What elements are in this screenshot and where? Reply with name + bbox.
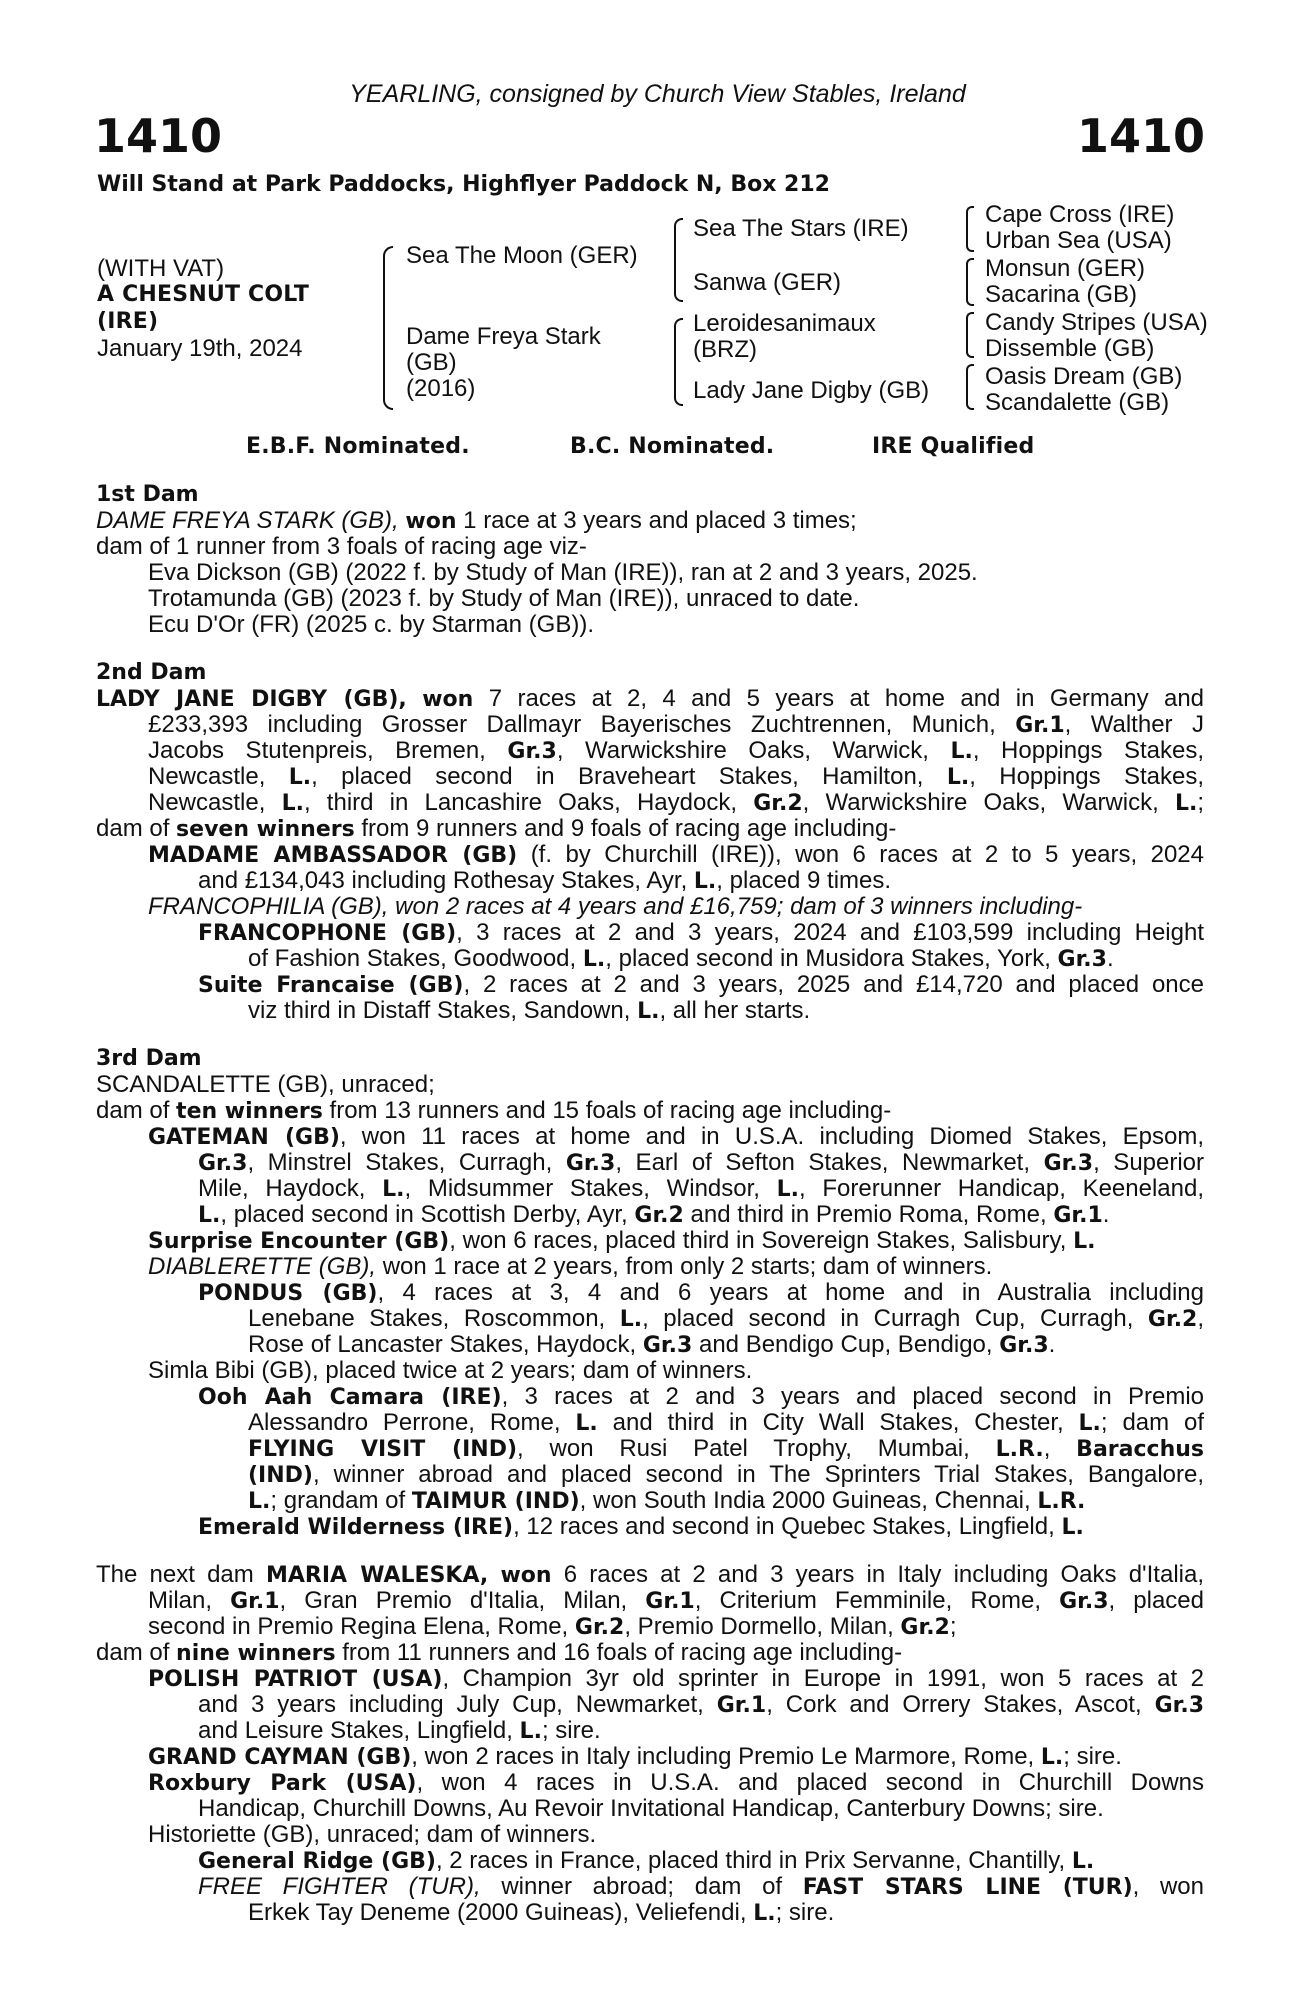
polish-patriot-line-3: and Leisure Stakes, Lingfield, L.; sire.	[198, 1717, 601, 1744]
third-dam-line: SCANDALETTE (GB), unraced;	[96, 1071, 435, 1098]
baracchus-line: (IND), winner abroad and placed second in The Sprinters Trial Stakes, Bangalore,	[248, 1462, 1204, 1488]
bc-nominated: B.C. Nominated.	[570, 434, 775, 459]
second-dam-line-3: Jacobs Stutenpreis, Bremen, Gr.3, Warwickshire Oaks, Warwick, L., Hoppings Stakes,	[148, 738, 1204, 764]
dss: Candy Stripes (USA)	[985, 309, 1208, 336]
sss: Cape Cross (IRE)	[985, 201, 1175, 228]
next-dam-produce-summary: dam of nine winners from 11 runners and 16 foals of racing age including-	[96, 1639, 903, 1666]
dam-name: Dame Freya Stark	[406, 323, 601, 350]
dds: Oasis Dream (GB)	[985, 363, 1183, 390]
pondus-line-2: Lenebane Stakes, Roscommon, L., placed second in Curragh Cup, Curragh, Gr.2,	[248, 1306, 1204, 1332]
surprise-encounter-line: Surprise Encounter (GB), won 6 races, placed third in Sovereign Stakes, Salisbury, L.	[148, 1227, 1096, 1254]
third-dam-heading: 3rd Dam	[96, 1046, 202, 1071]
sds: Monsun (GER)	[985, 255, 1146, 282]
ooh-aah-camara-line-2: Alessandro Perrone, Rome, L. and third in City Wall Stakes, Chester, L.; dam of	[248, 1410, 1204, 1436]
first-dam-produce-3: Ecu D'Or (FR) (2025 c. by Starman (GB)).	[148, 611, 595, 638]
pondus-line-3: Rose of Lancaster Stakes, Haydock, Gr.3 and Bendigo Cup, Bendigo, Gr.3.	[248, 1331, 1056, 1358]
simla-bibi-line: Simla Bibi (GB), placed twice at 2 years; dam of winners.	[148, 1357, 753, 1384]
suite-francaise-line-1: Suite Francaise (GB), 2 races at 2 and 3 years, 2025 and £14,720 and placed once	[198, 972, 1204, 998]
sire-dam: Sanwa (GER)	[693, 269, 842, 296]
foaling-date: January 19th, 2024	[97, 335, 303, 362]
second-dam-line-4: Newcastle, L., placed second in Braveheart Stakes, Hamilton, L., Hoppings Stakes,	[148, 764, 1204, 790]
pedigree-brace-dam	[674, 318, 683, 406]
next-dam-line-1: The next dam MARIA WALESKA, won 6 races at 2 and 3 years in Italy including Oaks d'Italia,	[96, 1562, 1204, 1588]
madame-ambassador-line-1: MADAME AMBASSADOR (GB) (f. by Churchill (IRE)), won 6 races at 2 to 5 years, 2024	[148, 842, 1204, 868]
dsd: Dissemble (GB)	[985, 335, 1155, 362]
francophilia-line: FRANCOPHILIA (GB), won 2 races at 4 years and £16,759; dam of 3 winners including-	[148, 893, 1083, 920]
second-dam-heading: 2nd Dam	[96, 660, 207, 685]
polish-patriot-line-1: POLISH PATRIOT (USA), Champion 3yr old sprinter in Europe in 1991, won 5 races at 2	[148, 1666, 1204, 1692]
pedigree-brace-ss	[966, 206, 974, 252]
flying-visit-line: FLYING VISIT (IND), won Rusi Patel Trophy, Mumbai, L.R., Baracchus	[248, 1436, 1204, 1462]
francophone-line-2: of Fashion Stakes, Goodwood, L., placed second in Musidora Stakes, York, Gr.3.	[248, 945, 1114, 972]
fast-stars-line-line: Erkek Tay Deneme (2000 Guineas), Veliefendi, L.; sire.	[248, 1899, 835, 1926]
dam-sire: Leroidesanimaux	[693, 310, 876, 337]
first-dam-produce-2: Trotamunda (GB) (2023 f. by Study of Man (IRE)), unraced to date.	[148, 585, 860, 612]
ooh-aah-camara-line-1: Ooh Aah Camara (IRE), 3 races at 2 and 3 years and placed second in Premio	[198, 1384, 1204, 1410]
diablerette-line: DIABLERETTE (GB), won 1 race at 2 years, from only 2 starts; dam of winners.	[148, 1253, 993, 1280]
free-fighter-line: FREE FIGHTER (TUR), winner abroad; dam of FAST STARS LINE (TUR), won	[198, 1874, 1204, 1900]
pedigree-brace-sire	[674, 218, 683, 302]
second-dam-line-1: LADY JANE DIGBY (GB), won 7 races at 2, 4 and 5 years at home and in Germany and	[96, 686, 1204, 712]
first-dam-line: DAME FREYA STARK (GB), won 1 race at 3 years and placed 3 times;	[96, 507, 857, 534]
roxbury-park-line-1: Roxbury Park (USA), won 4 races in U.S.A. and placed second in Churchill Downs	[148, 1770, 1204, 1796]
historiette-line: Historiette (GB), unraced; dam of winners.	[148, 1821, 597, 1848]
madame-ambassador-line-2: and £134,043 including Rothesay Stakes, Ayr, L., placed 9 times.	[198, 867, 892, 894]
stand-location: Will Stand at Park Paddocks, Highflyer Paddock N, Box 212	[97, 172, 830, 197]
gateman-line-2: Gr.3, Minstrel Stakes, Curragh, Gr.3, Earl of Sefton Stakes, Newmarket, Gr.3, Superior	[198, 1150, 1204, 1176]
ebf-nominated: E.B.F. Nominated.	[246, 434, 470, 459]
grand-cayman-line: GRAND CAYMAN (GB), won 2 races in Italy including Premio Le Marmore, Rome, L.; sire.	[148, 1743, 1122, 1770]
pedigree-brace-sd	[966, 258, 974, 306]
sdd: Sacarina (GB)	[985, 281, 1138, 308]
second-dam-produce-summary: dam of seven winners from 9 runners and 9 foals of racing age including-	[96, 815, 897, 842]
gateman-line-1: GATEMAN (GB), won 11 races at home and in U.S.A. including Diomed Stakes, Epsom,	[148, 1124, 1204, 1150]
dam-sire-origin: (BRZ)	[693, 336, 757, 363]
sire-sire: Sea The Stars (IRE)	[693, 215, 909, 242]
general-ridge-line: General Ridge (GB), 2 races in France, placed third in Prix Servanne, Chantilly, L.	[198, 1847, 1095, 1874]
dam-dam: Lady Jane Digby (GB)	[693, 377, 930, 404]
sire-name: Sea The Moon (GER)	[406, 242, 638, 269]
lot-number-left: 1410	[94, 109, 223, 163]
vat-label: (WITH VAT)	[97, 255, 225, 282]
emerald-wilderness-line: Emerald Wilderness (IRE), 12 races and second in Quebec Stakes, Lingfield, L.	[198, 1513, 1084, 1540]
first-dam-heading: 1st Dam	[96, 482, 199, 507]
horse-name: A CHESNUT COLT	[97, 282, 310, 307]
francophone-line-1: FRANCOPHONE (GB), 3 races at 2 and 3 years, 2024 and £103,599 including Height	[198, 920, 1204, 946]
pedigree-brace-ds	[966, 312, 974, 358]
next-dam-line-2: Milan, Gr.1, Gran Premio d'Italia, Milan, Gr.1, Criterium Femminile, Rome, Gr.3, placed	[148, 1588, 1204, 1614]
second-dam-line-5: Newcastle, L., third in Lancashire Oaks, Haydock, Gr.2, Warwickshire Oaks, Warwick, L.;	[148, 790, 1204, 816]
gateman-line-4: L., placed second in Scottish Derby, Ayr, Gr.2 and third in Premio Roma, Rome, Gr.1.	[198, 1201, 1110, 1228]
first-dam-produce-summary: dam of 1 runner from 3 foals of racing age viz-	[96, 533, 587, 560]
roxbury-park-line-2: Handicap, Churchill Downs, Au Revoir Invitational Handicap, Canterbury Downs; sire.	[198, 1795, 1104, 1822]
consignor-subtitle: YEARLING, consigned by Church View Stables, Ireland	[349, 80, 966, 108]
pondus-line-1: PONDUS (GB), 4 races at 3, 4 and 6 years at home and in Australia including	[198, 1280, 1204, 1306]
first-dam-produce-1: Eva Dickson (GB) (2022 f. by Study of Man (IRE)), ran at 2 and 3 years, 2025.	[148, 559, 978, 586]
horse-origin: (IRE)	[97, 309, 159, 334]
pedigree-brace-dd	[966, 364, 974, 410]
third-dam-produce-summary: dam of ten winners from 13 runners and 15 foals of racing age including-	[96, 1097, 892, 1124]
next-dam-line-3: second in Premio Regina Elena, Rome, Gr.2, Premio Dormello, Milan, Gr.2;	[148, 1613, 957, 1640]
ire-qualified: IRE Qualified	[872, 434, 1035, 459]
pedigree-brace-main	[383, 246, 393, 410]
polish-patriot-line-2: and 3 years including July Cup, Newmarket, Gr.1, Cork and Orrery Stakes, Ascot, Gr.3	[198, 1692, 1204, 1718]
ddd: Scandalette (GB)	[985, 389, 1170, 416]
dam-year: (2016)	[406, 375, 476, 402]
gateman-line-3: Mile, Haydock, L., Midsummer Stakes, Windsor, L., Forerunner Handicap, Keeneland,	[198, 1176, 1204, 1202]
second-dam-line-2: £233,393 including Grosser Dallmayr Bayerisches Zuchtrennen, Munich, Gr.1, Walther J	[148, 712, 1204, 738]
suite-francaise-line-2: viz third in Distaff Stakes, Sandown, L., all her starts.	[248, 997, 811, 1024]
lot-number-right: 1410	[1076, 109, 1205, 163]
taimur-line: L.; grandam of TAIMUR (IND), won South India 2000 Guineas, Chennai, L.R.	[248, 1487, 1086, 1514]
dam-origin: (GB)	[406, 349, 457, 376]
ssd: Urban Sea (USA)	[985, 227, 1172, 254]
